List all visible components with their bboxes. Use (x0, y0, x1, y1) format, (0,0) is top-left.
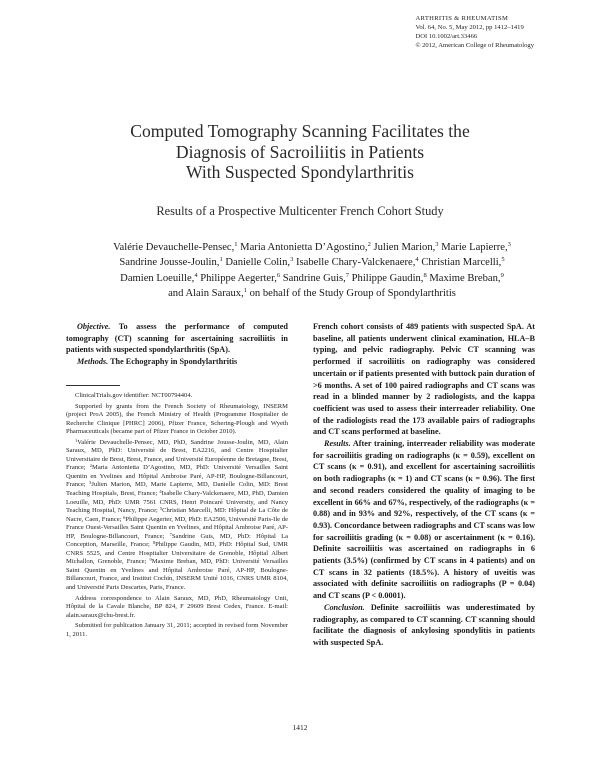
affil-sup: 8 (152, 540, 156, 546)
author-affil: 7 (345, 271, 349, 279)
author-name: Danielle Colin, (225, 257, 291, 269)
abstract-objective (66, 321, 288, 356)
conclusion-text: Definite sacroiliitis was underestimated by radiography, as compared to CT scanning. CT scanning should facilitate the diagnosis of ankylosing spondylitis in patients with suspected SpA. (313, 602, 535, 647)
affil-text: Isabelle Chary-Valckenaere, MD, PhD, Damien Loeuille, MD, PhD: UMR 7561 CNRS, Henri Poincaré University, and Nancy Teaching Hospital, Nancy, France; (66, 490, 288, 515)
affil-sup: 9 (149, 557, 152, 563)
author-affil: 9 (500, 271, 504, 279)
author-affil: 3 (290, 256, 294, 264)
author-name: Philippe Gaudin, (351, 272, 424, 284)
title-line: Diagnosis of Sacroiliitis in Patients (175, 141, 425, 162)
author-name: Julien Marion, (373, 242, 436, 253)
abstract-results (313, 438, 535, 602)
author-group: on behalf of the Study Group of Spondylarthritis (246, 288, 456, 300)
author-list (80, 240, 544, 302)
abstract-methods-start (66, 356, 288, 368)
affil-text: Philippe Aegerter, MD, PhD: EA2506, Université Paris-Ile de France Ouest-Versailles Saint Quentin en Yvelines, and Hôpital Ambroise Paré, AP-HP, Boulogne-Billancourt, France; (66, 515, 288, 540)
author-affil: 1 (243, 287, 247, 295)
author-name: Maxime Breban, (429, 272, 501, 284)
author-name: and Alain Saraux, (168, 288, 244, 300)
author-affil: 2 (367, 241, 371, 248)
author-affil: 8 (423, 271, 427, 279)
journal-copyright: © 2012, American College of Rheumatology (415, 42, 534, 49)
footnote-affiliations (66, 439, 288, 593)
author-affil: 6 (276, 271, 281, 279)
footnote-trial: ClinicalTrials.gov identifier: NCT00794404. (75, 392, 193, 399)
author-name: Isabelle Chary-Valckenaere, (295, 257, 416, 269)
title-line: Computed Tomography Scanning Facilitates the (130, 121, 470, 141)
affil-text: Sandrine Guis, MD, PhD: Hôpital La Conception, Marseille, France; (66, 532, 288, 549)
author-affil: 4 (194, 271, 198, 279)
title-line: With Suspected Spondylarthritis (186, 162, 414, 182)
author-line (80, 286, 544, 301)
author-name: Sandrine Guis, (282, 272, 346, 284)
conclusion-heading: Conclusion. (324, 602, 365, 612)
affil-text: Maria Antonietta D’Agostino, MD, PhD: Université Versailles Saint Quentin en Yvelines and Hôpital Ambroise Paré, AP-HP, Boulogne-Billancourt, France; (66, 464, 288, 489)
objective-text: To assess the performance of computed tomography (CT) scanning for ascertaining sacroiliitis in patients with suspected spondylarthritis (SpA). (66, 322, 288, 355)
abstract-right-column (313, 321, 535, 649)
affil-sup: 7 (169, 531, 172, 537)
affil-sup: 3 (89, 480, 92, 486)
author-affil: 5 (501, 256, 505, 264)
methods-heading: Methods. (77, 357, 109, 367)
journal-doi: DOI 10.1002/art.33466 (415, 33, 478, 40)
abstract-conclusion (313, 602, 535, 649)
author-name: Marie Lapierre, (441, 242, 508, 253)
footnote-correspondence: Address correspondence to Alain Saraux, MD, PhD, Rheumatology Unit, Hôpital de la Cavale Blanche, BP 824, F 29609 Brest Cedex, France. E-mail: alain.saraux@chu-brest.fr. (66, 594, 288, 619)
author-name: Maria Antonietta D’Agostino, (240, 242, 368, 253)
author-affil: 1 (234, 241, 238, 248)
author-line (80, 240, 544, 255)
affil-sup: 4 (159, 489, 162, 495)
affil-text: Christian Marcelli, MD: Hôpital de La Côte de Nacre, Caen, France; (66, 507, 288, 523)
author-name: Valérie Devauchelle-Pensec, (113, 242, 235, 253)
author-name: Sandrine Jousse-Joulin, (119, 257, 220, 269)
affil-sup: 1 (75, 437, 78, 443)
footnote-submitted: Submitted for publication January 31, 2011; accepted in revised form November 1, 2011. (66, 622, 288, 638)
affil-sup: 6 (123, 514, 126, 520)
results-heading: Results. (324, 439, 351, 449)
affil-text: Julien Marion, MD, Marie Lapierre, MD, Danielle Colin, MD: Brest Teaching Hospitals, Brest, France; (66, 481, 288, 498)
author-affil: 4 (415, 256, 419, 264)
footnote-support: Supported by grants from the French Society of Rheumatology, INSERM (project ProA 2005), the French Ministry of Health (Programme Hospitalier de Recherche Clinique [PHRC] 2006), Pfizer France, Schering-Plough and Wyeth Pharmaceuticals (became part of Pfizer France in October 2010). (66, 402, 288, 436)
author-line (80, 271, 544, 286)
article-subtitle: Results of a Prospective Multicenter French Cohort Study (156, 204, 444, 218)
author-name: Philippe Aegerter, (200, 272, 277, 284)
author-affil: 3 (507, 241, 511, 248)
journal-info (415, 14, 534, 50)
footnote-divider (66, 385, 120, 386)
affil-text: Philippe Gaudin, MD, PhD: Hôpital Sud, UMR CNRS 5525, and Centre Hospitalier Universitaire de Grenoble, Hôpital Albert Michallon, Grenoble, France; (66, 541, 288, 566)
article-title (0, 121, 600, 183)
author-name: Christian Marcelli, (421, 257, 502, 269)
page-number: 1412 (292, 723, 308, 732)
footnotes (66, 392, 288, 641)
author-name: Damien Loeuille, (120, 272, 195, 284)
abstract-left-column (66, 321, 288, 368)
author-affil: 1 (219, 256, 223, 264)
methods-text-part1: The Echography in Spondylarthritis (110, 357, 238, 367)
objective-heading: Objective. (77, 322, 111, 331)
affil-text: Maxime Breban, MD, PhD: Université Versailles Saint Quentin en Yvelines and Hôpital Ambroise Paré, AP-HP, Boulogne-Billancourt, France, and Institut Cochin, INSERM Unité 1016, CNRS UMR 8104, and Université Paris Descartes, Paris, France. (66, 558, 288, 592)
journal-volume: Vol. 64, No. 5, May 2012, pp 1412–1419 (415, 24, 524, 31)
author-line (80, 255, 544, 270)
affil-sup: 5 (159, 506, 163, 512)
affil-sup: 2 (89, 463, 92, 469)
results-text: After training, interreader reliability was moderate for sacroiliitis grading on radiographs (κ = 0.59), excellent on CT scans (κ = 0.91), and excellent for ascertaining sacroiliitis on both radiographs (κ = 1) and CT scans (κ = 0.96). The first and second readers considered the quality of imaging to be excellent in 66% and 67%, respectively, of the radiographs (κ = 0.88) and in 93% and 92%, respectively, of the CT scans (κ = 0.93). Concordance between radiographs and CT scans was low for sacroiliitis grading (κ = 0.08) or ascertainment (κ = 0.16). Definite sacroiliitis was ascertained on radiographs in 6 patients (3.5%) (confirmed by CT scans in 4 patients) and on CT scans in 32 patients (18.5%). A history of uveitis was associated with definite sacroiliitis on radiographs (P = 0.04) and CT scans (P < 0.0001). (313, 439, 535, 601)
author-affil: 3 (435, 241, 439, 248)
journal-name: ARTHRITIS & RHEUMATISM (415, 15, 509, 22)
methods-text-part2: French cohort consists of 489 patients with suspected SpA. At baseline, all patients underwent clinical examination, HLA–B typing, and pelvic radiography. Pelvic CT scanning was performed if sacroiliitis on radiography was considered uncertain or if patients presented with buttock pain duration of >6 months. A set of 100 paired radiographs and CT scans was read in a blinded manner by 2 radiologists, and the kappa coefficient was used to assess their interreader reliability. One of the radiologists read the 173 available pairs of radiographs and CT scans performed at baseline. (313, 322, 535, 437)
affil-text: Valérie Devauchelle-Pensec, MD, PhD, Sandrine Jousse-Joulin, MD, Alain Saraux, MD, PhD: Université de Brest, EA2216, and Centre Hospitalier Universitaire de Brest, Brest, France, and Université Européenne de Bretagne, Brest, France; (66, 438, 288, 472)
